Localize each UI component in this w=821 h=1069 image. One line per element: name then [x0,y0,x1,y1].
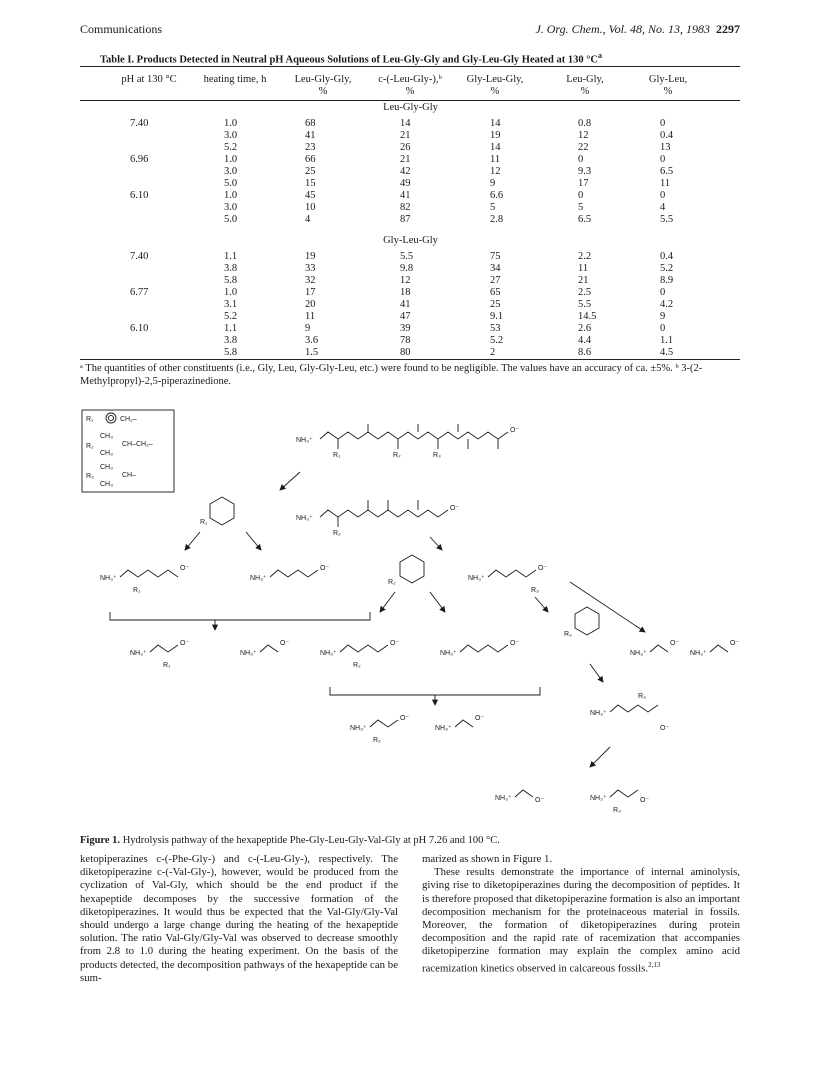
table-cell: 5.8 [224,347,238,358]
table-cell: 49 [400,178,411,189]
running-header [80,22,740,38]
table-cell: 2.8 [490,214,504,225]
table-cell: 1.0 [224,287,238,298]
table-cell: 14 [490,118,501,129]
nh3-label: NH₃⁺ [100,575,117,582]
tripeptide-mid [488,570,536,577]
table-cell: 80 [400,347,411,358]
table-cell: 0 [660,190,666,201]
amino-acid-leu [370,720,398,727]
table-cell: 14 [490,142,501,153]
r2-label: R₂ [333,530,341,537]
table-cell: 87 [400,214,411,225]
amino-acid-gly-3 [710,645,728,652]
amino-acid-phe [150,645,178,652]
r2-label: R₂ [393,452,401,459]
nh3-label: NH₃⁺ [590,710,607,717]
table-cell: 0.4 [660,130,674,141]
legend-ch3-c: CH₃ [100,464,113,471]
amino-acid-gly-4 [455,720,473,727]
table-cell: 2.2 [578,251,592,262]
table-cell: 9.3 [578,166,592,177]
journal-citation [535,22,740,37]
table-cell: 66 [305,154,316,165]
table-cell: 14.5 [578,311,597,322]
amino-acid-gly-5 [515,790,533,797]
scheme-labels [100,427,739,814]
diketopiperazine-ring-3 [575,607,599,635]
table-cell: 15 [305,178,316,189]
section-label: Communications [80,22,162,36]
table-cell: 6.5 [660,166,674,177]
table-cell: 25 [490,299,501,310]
body-column-left [80,853,398,985]
table-cell: 32 [305,275,316,286]
table-cell: 6.96 [130,154,149,165]
table-cell: 34 [490,263,501,274]
table-cell: 4.4 [578,335,592,346]
nh3-label: NH₃⁺ [590,795,607,802]
table-cell: 42 [400,166,411,177]
table-caption-text: Table I. Products Detected in Neutral pH Aqueous Solutions of Leu-Gly-Gly and Gly-Leu-Gly Heated at 130 °C [100,54,599,66]
table-cell: 5.8 [224,275,238,286]
col-header-line1: Gly-Leu, [648,74,688,85]
table-cell: 3.1 [224,299,238,310]
table-cell: 2 [490,347,496,358]
nh3-label: NH₃⁺ [495,795,512,802]
table-cell: 27 [490,275,501,286]
col-header-line2: % [490,86,500,97]
table-cell: 1.0 [224,154,238,165]
table-cell: 41 [400,190,411,201]
table-cell: 7.40 [130,251,149,262]
table-cell: 12 [578,130,589,141]
table-cell: 5.5 [400,251,414,262]
nh3-label: NH₃⁺ [468,575,485,582]
section-title-gly-leu-gly: Gly-Leu-Gly [383,235,438,246]
o-minus-label: O⁻ [475,715,485,722]
table-cell: 5.2 [224,142,238,153]
nh3-label: NH₃⁺ [350,725,367,732]
table-cell: 11 [578,263,589,274]
journal-name: J. Org. Chem., Vol. 48, No. 13, 1983 [535,22,710,36]
col-header-line2: % [580,86,590,97]
table-cell: 12 [400,275,411,286]
bracket-left [110,612,370,620]
table-cell: 4.5 [660,347,674,358]
table-cell: 5 [578,202,584,213]
table-top-rule [80,66,740,67]
table-cell: 45 [305,190,316,201]
table-cell: 8.6 [578,347,592,358]
table-cell: 25 [305,166,316,177]
table-cell: 1.0 [224,118,238,129]
table-cell: 1.5 [305,347,319,358]
r3-label: R₃ [433,452,441,459]
r3-label: R₃ [613,807,621,814]
table-cell: 4 [305,214,311,225]
table-cell: 23 [305,142,316,153]
table-cell: 3.0 [224,166,238,177]
hydrolysis-scheme [70,402,750,832]
table-cell: 21 [400,130,411,141]
col-header-gly-leu [628,74,708,98]
table-cell: 3.6 [305,335,319,346]
col-header-line1: Leu-Gly, [566,74,604,85]
table-cell: 3.8 [224,335,238,346]
r2-label: R₂ [373,737,381,744]
table-cell: 5 [490,202,496,213]
table-cell: 0 [660,323,666,334]
r2-label: R₂ [388,579,396,586]
table-cell: 14 [400,118,411,129]
table-cell: 41 [305,130,316,141]
nh3-label: NH₃⁺ [240,650,257,657]
table-cell: 82 [400,202,411,213]
table-cell: 0 [660,154,666,165]
table-cell: 1.1 [224,323,238,334]
col-header-line2: heating time, h [203,74,267,85]
col-header-line2: pH at 130 °C [121,74,177,85]
body-paragraph-text: These results demonstrate the importance of internal aminolysis, giving rise to diketopiperazines during the decomposition of peptides. It is therefore proposed that diketopiperazine formation is also an important decomposition mechanism for the proteinaceous material in fossils. Moreover, the formation of diketopiperazines during protein decomposition and the rapid rate of racemization that accompanies diketopiperzine formation may explain the complex amino acid racemization kinetics observed in calcareous fossils. [422,866,740,975]
nh3-label: NH₃⁺ [296,437,313,444]
body-paragraph [422,866,740,975]
r3-label: R₃ [638,693,646,700]
table-cell: 0.4 [660,251,674,262]
col-header-leu-gly-gly [278,74,368,98]
table-cell: 1.0 [224,190,238,201]
body-column-right [422,853,740,975]
col-header-cyclo-leu-gly [360,74,460,98]
table-cell: 0.8 [578,118,592,129]
table-cell: 5.2 [660,263,674,274]
legend-ch3-a: CH₃ [100,433,113,440]
col-header-ph [104,74,194,86]
o-minus-label: O⁻ [640,797,650,804]
legend-r2: R₂ [86,443,94,450]
dipeptide-r2 [340,645,388,652]
table-cell: 4.2 [660,299,674,310]
table-cell: 3.8 [224,263,238,274]
o-minus-label: O⁻ [320,565,330,572]
figure-caption-text: Hydrolysis pathway of the hexapeptide Phe-Gly-Leu-Gly-Val-Gly at pH 7.26 and 100 °C. [122,835,500,846]
o-minus-label: O⁻ [400,715,410,722]
table-cell: 11 [660,178,671,189]
table-cell: 13 [660,142,671,153]
table-cell: 6.6 [490,190,504,201]
citation-refs: 2,13 [648,960,661,969]
col-header-leu-gly [545,74,625,98]
table-cell: 3.0 [224,130,238,141]
bracket-right [330,687,540,695]
dipeptide-r2-b [460,645,508,652]
body-paragraph: ketopiperazines c-(-Phe-Gly-) and c-(-Leu-Gly-), respectively. The diketopiperazine c-(-Val-Gly-), however, would be produced from the cyclization of Val-Gly, which should be the end product if the hexapeptide decomposes by the successive formation of the diketopiperazines. It would thus be expected that the Val-Gly/Gly-Val should undergo a large change during the heating of the hexapeptide solution. The ratio Val-Gly/Gly-Val was observed to decrease smoothly from 2.8 to 1.0 during the heating experiment. On the basis of the products detected, the decomposition pathways of the hexapeptide can be sum- [80,853,398,984]
r1-label: R₁ [200,519,208,526]
table-cell: 68 [305,118,316,129]
r1-label: R₁ [163,662,171,669]
table-cell: 1.1 [224,251,238,262]
arrow-cyclize-2 [430,537,442,550]
col-header-line1: Gly-Leu-Gly, [466,74,524,85]
table-cell: 22 [578,142,589,153]
hexapeptide-chain [320,432,508,439]
o-minus-label: O⁻ [538,565,548,572]
r3-label: R₃ [531,587,539,594]
table-cell: 8.9 [660,275,674,286]
nh3-label: NH₃⁺ [440,650,457,657]
figure-label: Figure 1. [80,835,121,846]
o-minus-label: O⁻ [660,725,670,732]
table-cell: 5.2 [224,311,238,322]
nh3-label: NH₃⁺ [250,575,267,582]
diketopiperazine-ring-2 [400,555,424,583]
table-caption-sup: a [598,51,603,60]
table-cell: 3.0 [224,202,238,213]
o-minus-label: O⁻ [510,427,520,434]
table-cell: 41 [400,299,411,310]
table-cell: 0 [578,190,584,201]
table-cell: 21 [578,275,589,286]
col-header-line2: % [663,86,673,97]
table-cell: 1.1 [660,335,674,346]
table-cell: 9 [660,311,666,322]
table-cell: 5.0 [224,178,238,189]
table-cell: 33 [305,263,316,274]
table-cell: 39 [400,323,411,334]
col-header-line1: c-(-Leu-Gly-),ᵇ [378,74,442,85]
table-cell: 21 [400,154,411,165]
table-cell: 6.10 [130,323,149,334]
table-cell: 11 [305,311,316,322]
dipeptide-right [270,570,318,577]
r2-label: R₂ [353,662,361,669]
table-cell: 20 [305,299,316,310]
figure-caption [80,835,740,846]
legend-ch3-b: CH₃ [100,450,113,457]
table-cell: 75 [490,251,501,262]
body-paragraph-continued: marized as shown in Figure 1. [422,853,553,865]
r3-label: R₃ [564,631,572,638]
amino-acid-val [610,790,638,797]
arrow-final [590,747,610,767]
arrow-hydrolysis [570,582,645,632]
arrow-eq-1 [185,532,200,550]
table-cell: 5.0 [224,214,238,225]
o-minus-label: O⁻ [390,640,400,647]
table-cell: 0 [578,154,584,165]
amino-acid-gly-2 [650,645,668,652]
o-minus-label: O⁻ [510,640,520,647]
table-cell: 6.5 [578,214,592,225]
o-minus-label: O⁻ [670,640,680,647]
r1-label: R₁ [133,587,141,594]
table-cell: 0 [660,287,666,298]
o-minus-label: O⁻ [535,797,545,804]
table-cell: 26 [400,142,411,153]
table-cell: 12 [490,166,501,177]
table-cell: 78 [400,335,411,346]
o-minus-label: O⁻ [730,640,740,647]
arrow-cyclize-1 [280,472,300,490]
table-cell: 19 [305,251,316,262]
table-cell: 2.5 [578,287,592,298]
table-cell: 0 [660,118,666,129]
tetrapeptide-chain [320,510,448,517]
legend-r1: R₁ [86,416,94,423]
table-cell: 4 [660,202,666,213]
table-cell: 19 [490,130,501,141]
nh3-label: NH₃⁺ [320,650,337,657]
nh3-label: NH₃⁺ [130,650,147,657]
col-header-gly-leu-gly [450,74,540,98]
table-cell: 18 [400,287,411,298]
table-cell: 5.5 [660,214,674,225]
table-cell: 9.1 [490,311,504,322]
table-bottom-rule [80,359,740,360]
table-cell: 5.5 [578,299,592,310]
o-minus-label: O⁻ [180,565,190,572]
table-cell: 9.8 [400,263,414,274]
table-cell: 17 [305,287,316,298]
arrow-eq-2 [246,532,261,550]
dipeptide-left [120,570,178,577]
table-header-rule [80,100,740,101]
nh3-label: NH₃⁺ [690,650,707,657]
nh3-label: NH₃⁺ [630,650,647,657]
table-cell: 65 [490,287,501,298]
o-minus-label: O⁻ [180,640,190,647]
arrow-eq-5 [535,597,548,612]
nh3-label: NH₃⁺ [296,515,313,522]
table-cell: 9 [305,323,311,334]
table-cell: 7.40 [130,118,149,129]
diketopiperazine-ring-1 [210,497,234,525]
table-cell: 6.77 [130,287,149,298]
o-minus-label: O⁻ [280,640,290,647]
table-cell: 17 [578,178,589,189]
table-cell: 2.6 [578,323,592,334]
col-header-line1: Leu-Gly-Gly, [294,74,352,85]
table-cell: 11 [490,154,501,165]
amino-acid-gly-1 [260,645,278,652]
dipeptide-r3 [610,705,658,712]
table-cell: 10 [305,202,316,213]
table-cell: 53 [490,323,501,334]
table-caption [100,51,740,66]
table-cell: 5.2 [490,335,504,346]
legend-ch-ch2: CH–CH₂– [122,441,153,448]
legend-ch: CH– [122,472,137,479]
page-number: 2297 [716,22,740,36]
col-header-time [190,74,280,86]
table-cell: 9 [490,178,496,189]
legend-ch2: CH₂– [120,416,137,423]
section-title-leu-gly-gly: Leu-Gly-Gly [383,102,438,113]
nh3-label: NH₃⁺ [435,725,452,732]
table-footnote: ᵃ The quantities of other constituents (i.e., Gly, Leu, Gly-Gly-Leu, etc.) were found to be negligible. The values have an accuracy of ca. ±5%. ᵇ 3-(2-Methylpropyl)-2,5-piperazinedione. [80,363,703,387]
table-cell: 6.10 [130,190,149,201]
table-cell: 47 [400,311,411,322]
legend-ch3-d: CH₃ [100,481,113,488]
col-header-line2: % [318,86,328,97]
legend-r3: R₃ [86,473,94,480]
r1-label: R₁ [333,452,341,459]
arrow-eq-3 [380,592,395,612]
phenyl-ring-icon [106,413,116,423]
col-header-line2: % [405,86,415,97]
o-minus-label: O⁻ [450,505,460,512]
arrow-eq-6 [590,664,603,682]
arrow-eq-4 [430,592,445,612]
